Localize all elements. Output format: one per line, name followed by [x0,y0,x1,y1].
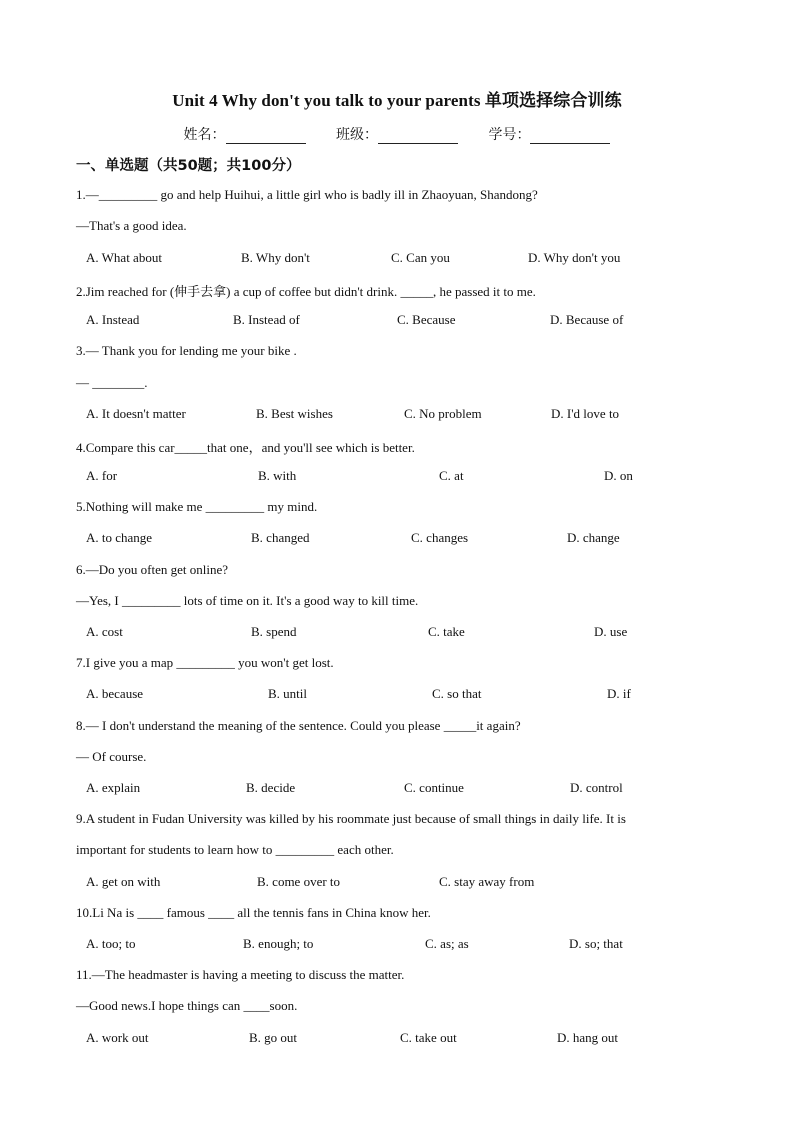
option-b: B. until [268,686,308,701]
option-a: A. for [86,468,118,483]
option-b: B. Instead of [233,312,300,327]
question-line: 9.A student in Fudan University was killed by his roommate just because of small things in daily life. It is [76,811,626,826]
options-row [0,780,794,800]
option-c: C. continue [404,780,464,795]
question-line: —Good news.I hope things can ____soon. [76,998,298,1013]
option-b: B. with [258,468,297,483]
option-c: C. changes [411,530,469,545]
option-d: D. so; that [569,936,623,951]
question-line: 6.—Do you often get online? [76,562,228,577]
question-line: —Yes, I _________ lots of time on it. It's a good way to kill time. [76,593,419,608]
option-a: A. get on with [86,874,161,889]
name-label: 姓名： [183,127,226,143]
question-line: 4.Compare this car_____that one，and you'll see which is better. [76,440,415,455]
options-row [0,874,794,894]
option-c: C. at [439,468,464,483]
question-line: important for students to learn how to _________ each other. [76,842,394,857]
option-d: D. Why don't you [528,250,621,265]
id-label: 学号： [488,127,531,143]
question-line: 7.I give you a map _________ you won't get lost. [76,655,334,670]
name-field [184,124,306,144]
option-b: B. enough; to [243,936,314,951]
page-title: Unit 4 Why don't you talk to your parents 单项选择综合训练 [172,91,622,110]
option-c: C. stay away from [439,874,535,889]
question-line: 5.Nothing will make me _________ my mind. [76,499,318,514]
class-blank [378,129,458,144]
option-c: C. No problem [404,406,482,421]
question-line: — Of course. [76,749,147,764]
option-a: A. Instead [86,312,140,327]
name-blank [226,129,306,144]
student-info-row [0,124,794,144]
option-a: A. too; to [86,936,136,951]
question-line: 2.Jim reached for (伸手去拿) a cup of coffee but didn't drink. _____, he passed it to me. [76,284,536,299]
class-label: 班级： [336,127,378,143]
options-row [0,624,794,644]
option-d: D. on [604,468,633,483]
options-row [0,468,794,488]
option-d: D. control [570,780,623,795]
options-row [0,1030,794,1050]
option-c: C. take [428,624,465,639]
options-row [0,530,794,550]
option-a: A. cost [86,624,123,639]
option-c: C. so that [432,686,482,701]
option-a: A. It doesn't matter [86,406,186,421]
option-b: B. go out [249,1030,298,1045]
option-d: D. change [567,530,620,545]
option-b: B. Best wishes [256,406,333,421]
option-a: A. explain [86,780,141,795]
class-field [336,124,458,144]
option-c: C. Because [397,312,456,327]
option-a: A. What about [86,250,162,265]
option-b: B. come over to [257,874,341,889]
option-a: A. work out [86,1030,149,1045]
option-d: D. Because of [550,312,624,327]
option-c: C. Can you [391,250,450,265]
option-d: D. I'd love to [551,406,620,421]
option-d: D. if [607,686,631,701]
question-line: 11.—The headmaster is having a meeting to discuss the matter. [76,967,405,982]
question-line: 10.Li Na is ____ famous ____ all the tennis fans in China know her. [76,905,431,920]
question-line: —That's a good idea. [76,218,187,233]
option-a: A. to change [86,530,153,545]
question-line: — ________. [76,375,148,390]
option-d: D. hang out [557,1030,619,1045]
option-b: B. spend [251,624,297,639]
options-row [0,936,794,956]
section-heading: 一、单选题（共50题；共100分） [76,158,301,174]
option-b: B. Why don't [241,250,310,265]
options-row [0,250,794,270]
option-c: C. as; as [425,936,469,951]
question-line: 1.—_________ go and help Huihui, a little girl who is badly ill in Zhaoyuan, Shandong? [76,187,538,202]
options-row [0,686,794,706]
option-d: D. use [594,624,628,639]
option-b: B. changed [251,530,310,545]
options-row [0,406,794,426]
question-line: 3.— Thank you for lending me your bike . [76,343,297,358]
id-blank [530,129,610,144]
option-c: C. take out [400,1030,457,1045]
id-field [488,124,610,144]
question-line: 8.— I don't understand the meaning of the sentence. Could you please _____it again? [76,718,521,733]
option-a: A. because [86,686,144,701]
options-row [0,312,794,332]
option-b: B. decide [246,780,296,795]
